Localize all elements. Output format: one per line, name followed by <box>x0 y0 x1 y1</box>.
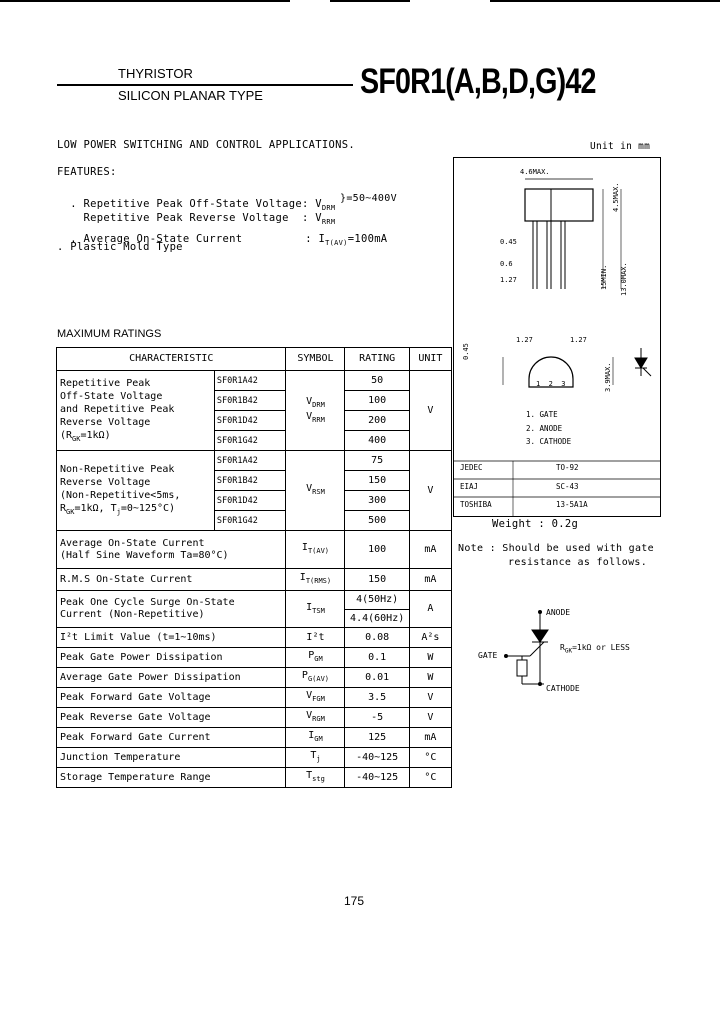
part-cell: SF0R1B42 <box>214 471 286 491</box>
group2-unit: V <box>409 451 451 531</box>
group1-symbol: $V_{DRM}$ $V_{RRM}$ <box>286 371 345 451</box>
table-row <box>57 708 452 728</box>
row-label: Storage Temperature Range <box>57 768 286 788</box>
subcategory-label: SILICON PLANAR TYPE <box>118 88 263 103</box>
row-label: Peak Reverse Gate Voltage <box>57 708 286 728</box>
std-jedec-value: TO-92 <box>556 463 579 472</box>
cathode-label: CATHODE <box>546 684 580 693</box>
row-unit: V <box>409 708 451 728</box>
category-label: THYRISTOR <box>118 66 193 81</box>
rms-value: 150 <box>345 569 409 591</box>
dim-d: 3.9MAX. <box>604 362 612 392</box>
dim-side: 0.45 <box>462 343 470 360</box>
avg-current-unit: mA <box>409 531 451 569</box>
table-header-row <box>57 348 452 371</box>
table-row <box>57 768 452 788</box>
std-toshiba-value: 13-5A1A <box>556 500 588 509</box>
rating-cell: 200 <box>345 411 409 431</box>
row-unit: °C <box>409 748 451 768</box>
part-cell: SF0R1D42 <box>214 411 286 431</box>
surge-label: Peak One Cycle Surge On-State Current (Non-Repetitive) <box>57 591 286 628</box>
pin-numbers: 1 2 3 <box>536 380 566 388</box>
avg-current-value: 100 <box>345 531 409 569</box>
std-eiaj-name: EIAJ <box>460 482 479 491</box>
rating-cell: 500 <box>345 511 409 531</box>
weight-text: Weight : 0.2g <box>492 518 579 530</box>
part-number-title: SF0R1(A,B,D,G)42 <box>360 62 596 101</box>
note-line-2: resistance as follows. <box>508 557 648 568</box>
avg-current-label: Average On-State Current (Half Sine Waveform Ta=80°C) <box>57 531 286 569</box>
row-label: Peak Forward Gate Voltage <box>57 688 286 708</box>
i2t-unit: A²s <box>409 628 451 648</box>
table-row <box>57 748 452 768</box>
table-row <box>57 628 452 648</box>
dim-w1: 0.45 <box>500 238 517 246</box>
row-value: 0.01 <box>345 668 409 688</box>
rms-label: R.M.S On-State Current <box>57 569 286 591</box>
table-row <box>57 728 452 748</box>
surge-value-60hz: 4.4(60Hz) <box>345 610 409 628</box>
table-row <box>57 531 452 569</box>
dim-h3: 13.0MAX. <box>620 262 628 296</box>
feature-1-value: }=50~400V <box>340 193 397 204</box>
row-label: Peak Gate Power Dissipation <box>57 648 286 668</box>
col-rating: RATING <box>345 348 409 371</box>
rating-cell: 400 <box>345 431 409 451</box>
table-row <box>57 371 452 391</box>
row-unit: °C <box>409 768 451 788</box>
part-cell: SF0R1A42 <box>214 451 286 471</box>
header-rule <box>57 84 353 86</box>
table-row <box>57 569 452 591</box>
feature-1b: Repetitive Peak Reverse Voltage : $V_{RRM}$ <box>70 212 336 227</box>
row-label: Average Gate Power Dissipation <box>57 668 286 688</box>
std-eiaj-value: SC-43 <box>556 482 579 491</box>
dim-w2: 0.6 <box>500 260 513 268</box>
page-number: 175 <box>344 894 365 908</box>
features-title: FEATURES: <box>57 166 117 178</box>
group1-unit: V <box>409 371 451 451</box>
unit-note: Unit in mm <box>590 141 651 152</box>
surge-unit: A <box>409 591 451 628</box>
row-unit: V <box>409 688 451 708</box>
feature-1: . Repetitive Peak Off-State Voltage: $V_{DRM}$ <box>70 198 336 213</box>
group2-symbol: $V_{RSM}$ <box>286 451 345 531</box>
anode-label: ANODE <box>546 608 571 617</box>
row-symbol: $T_j$ <box>286 748 345 768</box>
table-row <box>57 668 452 688</box>
row-unit: mA <box>409 728 451 748</box>
ratings-table <box>56 347 452 788</box>
row-unit: W <box>409 668 451 688</box>
row-value: 125 <box>345 728 409 748</box>
rating-cell: 150 <box>345 471 409 491</box>
i2t-symbol: I²t <box>286 628 345 648</box>
part-cell: SF0R1B42 <box>214 391 286 411</box>
table-row <box>57 451 452 471</box>
rms-unit: mA <box>409 569 451 591</box>
row-symbol: $V_{FGM}$ <box>286 688 345 708</box>
row-symbol: $T_{stg}$ <box>286 768 345 788</box>
table-row <box>57 688 452 708</box>
surge-value-50hz: 4(50Hz) <box>345 591 409 610</box>
part-cell: SF0R1G42 <box>214 431 286 451</box>
row-value: 0.1 <box>345 648 409 668</box>
table-row <box>57 591 452 610</box>
i2t-value: 0.08 <box>345 628 409 648</box>
part-cell: SF0R1A42 <box>214 371 286 391</box>
row-symbol: $I_{GM}$ <box>286 728 345 748</box>
dim-h1: 4.5MAX. <box>612 182 620 212</box>
table-row <box>57 648 452 668</box>
gate-label: GATE <box>478 651 498 660</box>
dim-h2: 15MIN. <box>600 264 608 290</box>
dim-p2: 1.27 <box>570 336 587 344</box>
note-line-1: Note : Should be used with gate <box>458 543 654 554</box>
row-label: Peak Forward Gate Current <box>57 728 286 748</box>
resistor-label: $R_{GK}=1k\Omega$ or LESS <box>560 643 630 655</box>
row-symbol: $P_{G(AV)}$ <box>286 668 345 688</box>
row-value: -40~125 <box>345 768 409 788</box>
std-toshiba-name: TOSHIBA <box>460 500 492 509</box>
rating-cell: 75 <box>345 451 409 471</box>
feature-2: . Average On-State Current <box>70 233 243 245</box>
pin-2-label: 2. ANODE <box>526 424 563 433</box>
rating-cell: 300 <box>345 491 409 511</box>
pin-1-label: 1. GATE <box>526 410 558 419</box>
ratings-title: MAXIMUM RATINGS <box>57 328 162 340</box>
dim-p1: 1.27 <box>516 336 533 344</box>
row-symbol: $V_{RGM}$ <box>286 708 345 728</box>
surge-symbol: $I_{TSM}$ <box>286 591 345 628</box>
row-label: Junction Temperature <box>57 748 286 768</box>
col-characteristic: CHARACTERISTIC <box>57 348 286 371</box>
row-unit: W <box>409 648 451 668</box>
part-cell: SF0R1D42 <box>214 491 286 511</box>
row-value: 3.5 <box>345 688 409 708</box>
feature-2-value: : $I_{T(AV)}=100mA$ <box>305 233 388 248</box>
part-cell: SF0R1G42 <box>214 511 286 531</box>
std-jedec-name: JEDEC <box>460 463 483 472</box>
application-text: LOW POWER SWITCHING AND CONTROL APPLICATIONS. <box>57 139 355 151</box>
dim-top: 4.6MAX. <box>520 168 550 176</box>
avg-current-symbol: $I_{T(AV)}$ <box>286 531 345 569</box>
rating-cell: 50 <box>345 371 409 391</box>
col-unit: UNIT <box>409 348 451 371</box>
group2-label: Non-Repetitive Peak Reverse Voltage (Non-Repetitive<5ms, $R_{GK}=1k\Omega$, $T_j=0\sim 125^\circ C$) <box>57 451 215 531</box>
row-symbol: $P_{GM}$ <box>286 648 345 668</box>
rms-symbol: $I_{T(RMS)}$ <box>286 569 345 591</box>
group1-label: Repetitive Peak Off-State Voltage and Repetitive Peak Reverse Voltage $(R_{GK}=1k\Omega)$ <box>57 371 215 451</box>
row-value: -5 <box>345 708 409 728</box>
pin-3-label: 3. CATHODE <box>526 437 572 446</box>
row-value: -40~125 <box>345 748 409 768</box>
col-symbol: SYMBOL <box>286 348 345 371</box>
feature-3: . Plastic Mold Type <box>57 241 183 253</box>
rating-cell: 100 <box>345 391 409 411</box>
i2t-label: I²t Limit Value (t=1~10ms) <box>57 628 286 648</box>
dim-w3: 1.27 <box>500 276 517 284</box>
